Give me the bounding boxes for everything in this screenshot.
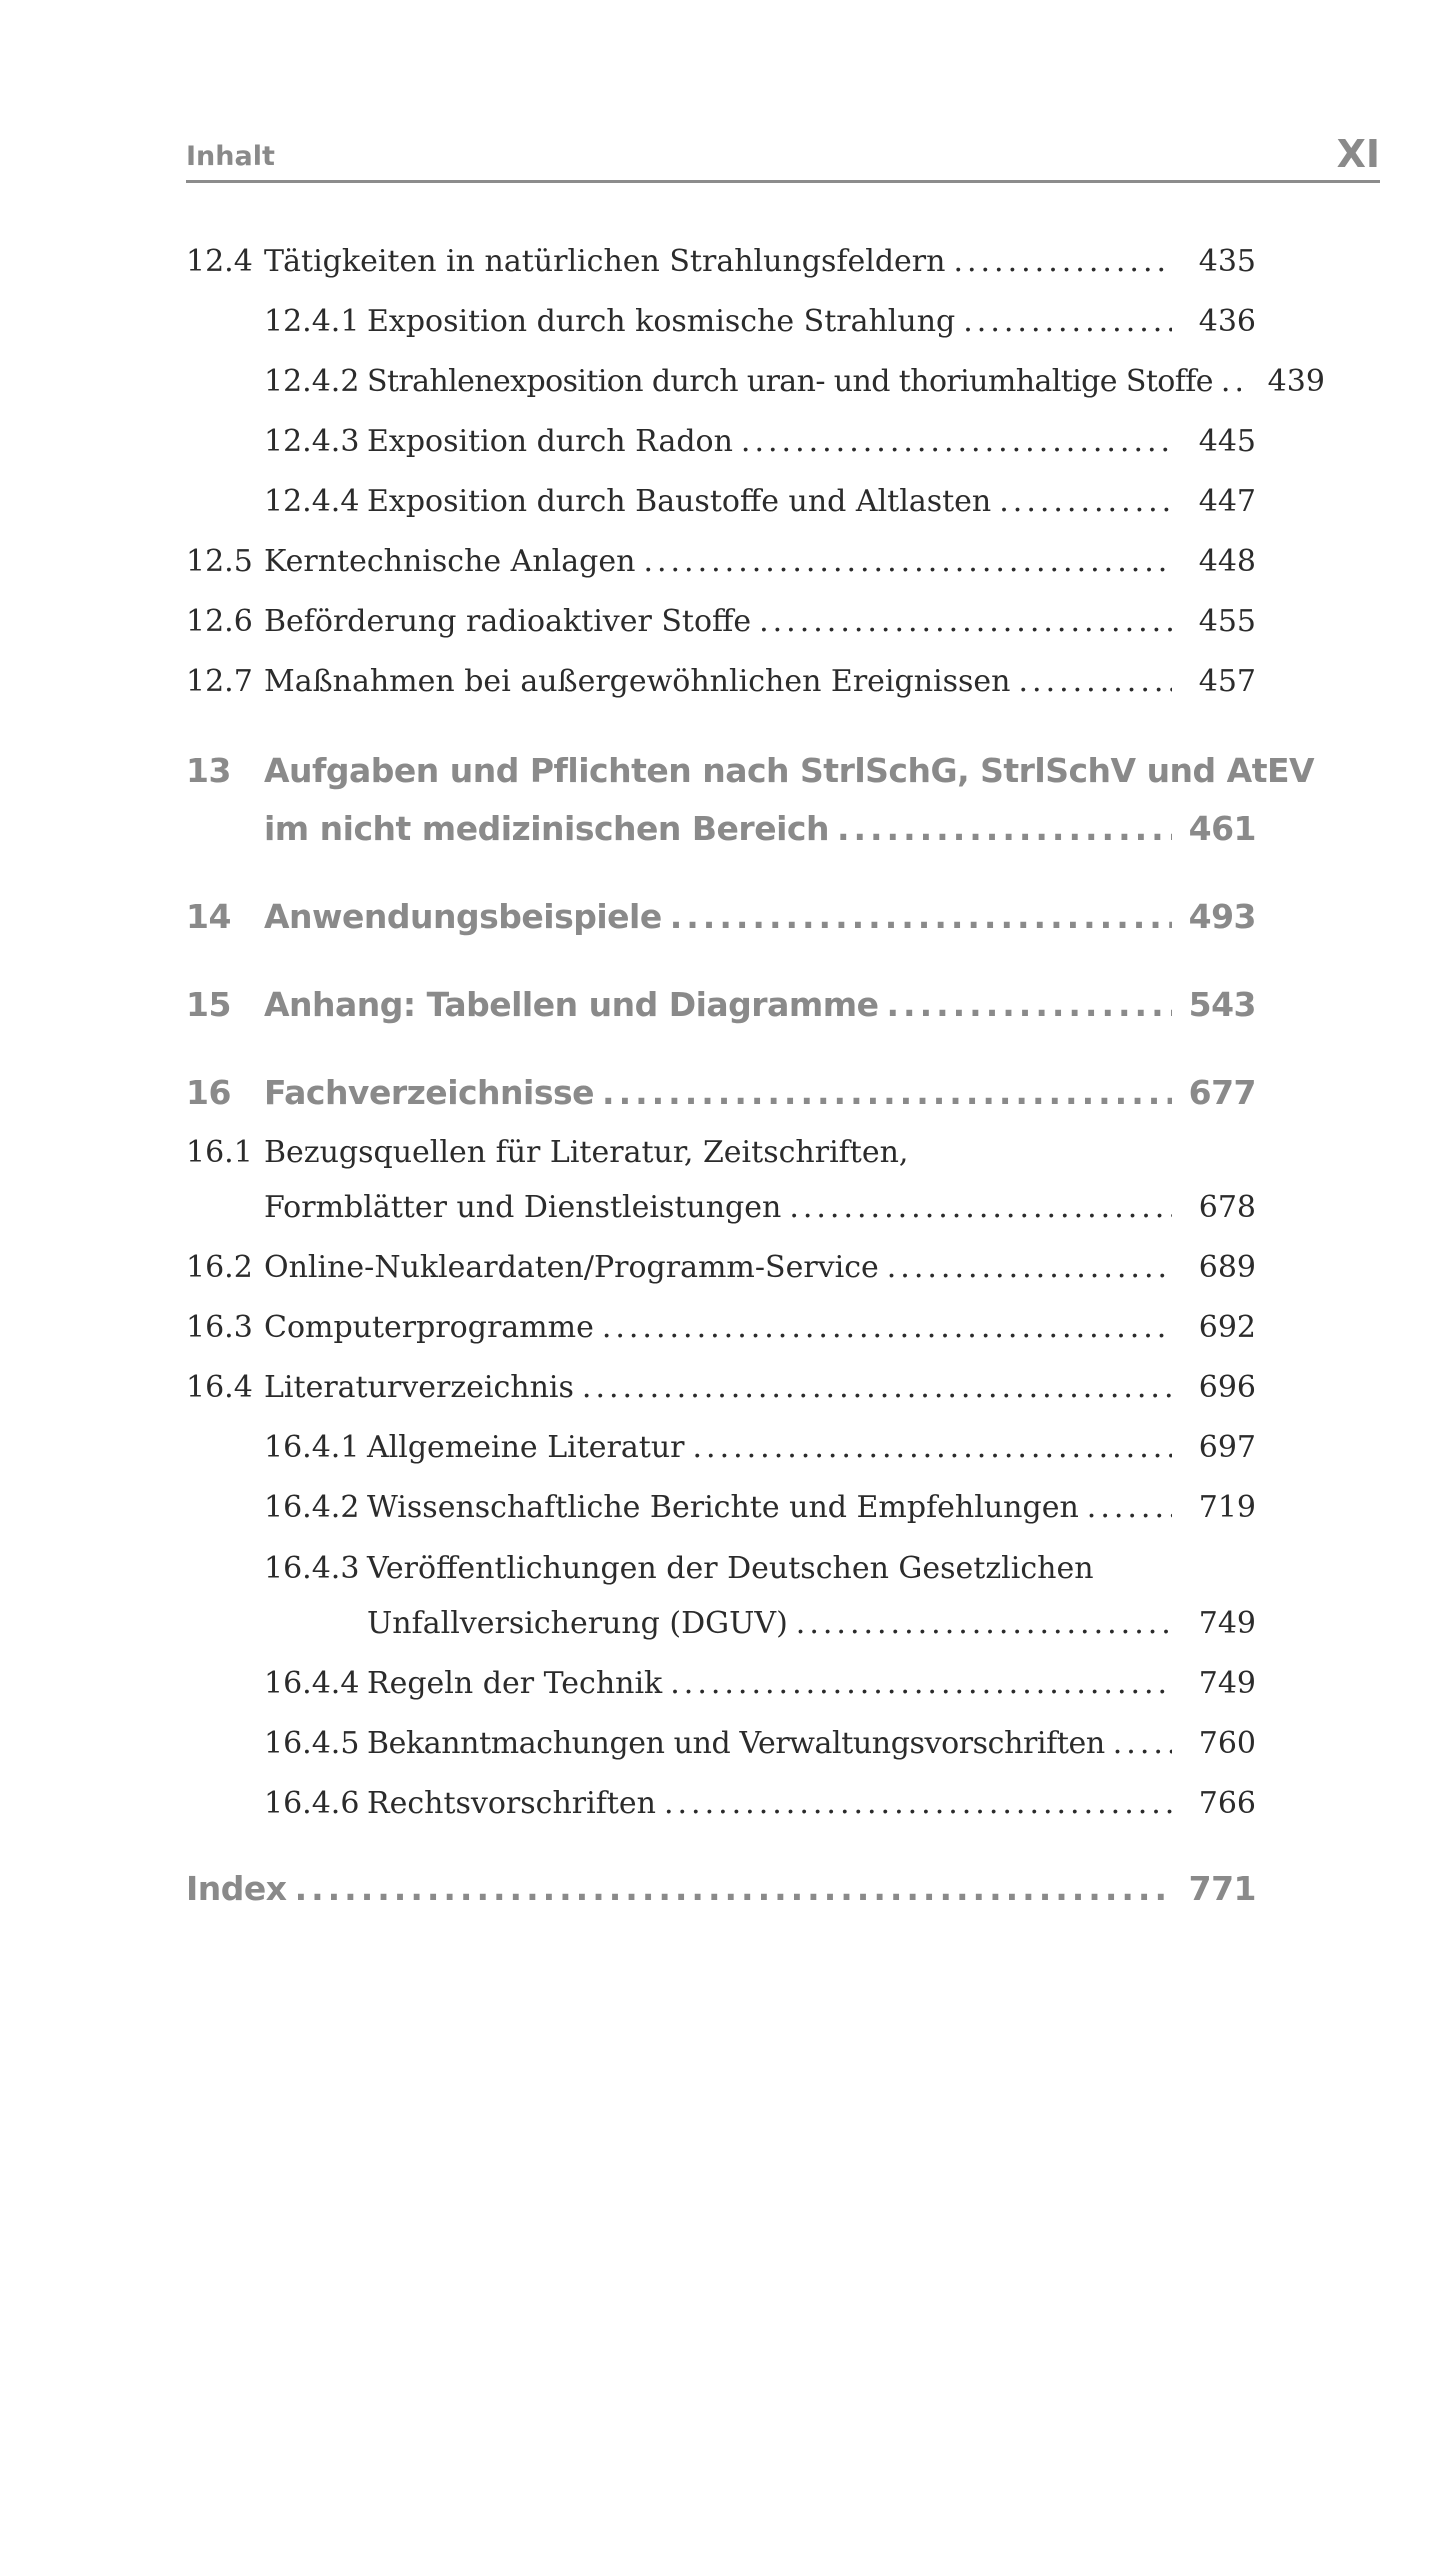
dot-leader xyxy=(837,800,1172,858)
dot-leader xyxy=(670,1654,1172,1714)
toc-entry-page: 439 xyxy=(1267,364,1325,399)
toc-entry[interactable] xyxy=(186,1298,1256,1358)
toc-chapter-page: 677 xyxy=(1188,1073,1256,1112)
dot-leader xyxy=(664,1774,1172,1834)
toc-chapter-page: 493 xyxy=(1188,897,1256,936)
toc-entry-title: Exposition durch kosmische Strahlung xyxy=(367,304,956,339)
dot-leader xyxy=(693,1418,1173,1478)
toc-entry[interactable] xyxy=(186,1358,1256,1418)
dot-leader xyxy=(295,1860,1172,1918)
toc-entry-page: 447 xyxy=(1198,484,1256,519)
toc-entry[interactable] xyxy=(186,1714,1256,1774)
toc-entry-page: 760 xyxy=(1198,1726,1256,1761)
toc-entry[interactable] xyxy=(186,472,1256,532)
toc-entry-title-line1: Bezugsquellen für Literatur, Zeitschriften, xyxy=(264,1135,909,1170)
toc-entry-title: Kerntechnische Anlagen xyxy=(264,544,636,579)
toc-chapter-title: Fachverzeichnisse xyxy=(264,1073,595,1112)
toc-chapter-number: 13 xyxy=(186,751,231,790)
toc-entry-page: 435 xyxy=(1198,244,1256,279)
toc-entry-page: 696 xyxy=(1198,1370,1256,1405)
toc-entry-number: 16.4.5 xyxy=(264,1726,360,1761)
toc-entry[interactable] xyxy=(186,1544,1256,1594)
dot-leader xyxy=(1019,652,1173,712)
toc-entry-title: Wissenschaftliche Berichte und Empfehlungen xyxy=(367,1490,1079,1525)
dot-leader xyxy=(1221,352,1241,412)
toc-entry-page: 719 xyxy=(1198,1490,1256,1525)
toc-chapter-title: Anhang: Tabellen und Diagramme xyxy=(264,985,879,1024)
toc-index-page: 771 xyxy=(1188,1869,1256,1908)
dot-leader xyxy=(759,592,1172,652)
toc-entry-page: 749 xyxy=(1198,1666,1256,1701)
toc-entry-title-line2: Formblätter und Dienstleistungen xyxy=(264,1190,782,1225)
toc-entry-page: 749 xyxy=(1198,1606,1256,1641)
dot-leader xyxy=(582,1358,1172,1418)
toc-entry-title: Bekanntmachungen und Verwaltungsvorschriften xyxy=(367,1726,1105,1761)
toc-chapter-title-line2: im nicht medizinischen Bereich xyxy=(264,809,829,848)
chapter-spacer xyxy=(186,858,1256,888)
toc-entry-title: Computerprogramme xyxy=(264,1310,594,1345)
dot-leader xyxy=(887,976,1173,1034)
toc-entry-title: Strahlenexposition durch uran- und thoriumhaltige Stoffe xyxy=(367,364,1213,399)
toc-chapter-page: 543 xyxy=(1188,985,1256,1024)
toc-chapter-title: Anwendungsbeispiele xyxy=(264,897,662,936)
chapter-spacer xyxy=(186,1834,1256,1860)
chapter-spacer xyxy=(186,946,1256,976)
toc-entry-continued[interactable] xyxy=(186,1178,1256,1238)
toc-entry-page: 692 xyxy=(1198,1310,1256,1345)
toc-entry-page: 436 xyxy=(1198,304,1256,339)
toc-entry-title: Beförderung radioaktiver Stoffe xyxy=(264,604,752,639)
running-header xyxy=(186,128,1380,183)
toc-entry-title: Tätigkeiten in natürlichen Strahlungsfeldern xyxy=(264,244,946,279)
toc-entry-number: 12.4 xyxy=(186,244,253,279)
toc-entry-number: 16.4.6 xyxy=(264,1786,360,1821)
toc-entry-title-line1: Veröffentlichungen der Deutschen Gesetzlichen xyxy=(367,1551,1094,1586)
toc-entry-page: 689 xyxy=(1198,1250,1256,1285)
toc-entry-number: 12.7 xyxy=(186,664,253,699)
dot-leader xyxy=(953,232,1172,292)
toc-entry-page: 697 xyxy=(1198,1430,1256,1465)
toc-chapter-entry-continued[interactable] xyxy=(186,800,1256,858)
toc-entry-page: 455 xyxy=(1198,604,1256,639)
header-section-title: Inhalt xyxy=(186,141,275,172)
toc-entry-number: 12.4.1 xyxy=(264,304,360,339)
toc-entry-number: 16.4.4 xyxy=(264,1666,360,1701)
dot-leader xyxy=(1087,1478,1172,1538)
toc-chapter-number: 14 xyxy=(186,897,231,936)
toc-chapter-number: 16 xyxy=(186,1073,231,1112)
toc-entry-number: 12.4.2 xyxy=(264,364,360,399)
toc-entry[interactable] xyxy=(186,652,1256,712)
toc-entry-title-line2: Unfallversicherung (DGUV) xyxy=(367,1606,788,1641)
toc-chapter-entry[interactable] xyxy=(186,888,1256,946)
toc-entry[interactable] xyxy=(186,1774,1256,1834)
toc-entry-page: 445 xyxy=(1198,424,1256,459)
table-of-contents xyxy=(186,232,1325,1918)
toc-entry-continued[interactable] xyxy=(186,1594,1256,1654)
toc-entry-title: Literaturverzeichnis xyxy=(264,1370,574,1405)
toc-entry[interactable] xyxy=(186,1654,1256,1714)
toc-chapter-page: 461 xyxy=(1188,809,1256,848)
toc-chapter-entry[interactable] xyxy=(186,976,1256,1034)
toc-entry[interactable] xyxy=(186,1128,1256,1178)
chapter-spacer xyxy=(186,1034,1256,1064)
dot-leader xyxy=(963,292,1172,352)
dot-leader xyxy=(670,888,1172,946)
toc-entry-number: 12.5 xyxy=(186,544,253,579)
toc-entry-number: 12.6 xyxy=(186,604,253,639)
chapter-spacer xyxy=(186,712,1256,742)
toc-chapter-number: 15 xyxy=(186,985,231,1024)
toc-entry-number: 16.4.2 xyxy=(264,1490,360,1525)
header-page-number: XI xyxy=(1336,132,1380,176)
dot-leader xyxy=(602,1298,1172,1358)
toc-entry[interactable] xyxy=(186,1478,1256,1538)
toc-entry[interactable] xyxy=(186,412,1256,472)
toc-entry-number: 16.4.3 xyxy=(264,1551,360,1586)
toc-entry-page: 448 xyxy=(1198,544,1256,579)
toc-chapter-entry[interactable] xyxy=(186,1064,1256,1122)
dot-leader xyxy=(643,532,1172,592)
toc-entry-title: Allgemeine Literatur xyxy=(367,1430,685,1465)
toc-entry[interactable] xyxy=(186,1238,1256,1298)
toc-entry-page: 766 xyxy=(1198,1786,1256,1821)
toc-entry-title: Rechtsvorschriften xyxy=(367,1786,656,1821)
toc-entry-title: Regeln der Technik xyxy=(367,1666,663,1701)
toc-entry-number: 16.4 xyxy=(186,1370,253,1405)
dot-leader xyxy=(741,412,1172,472)
toc-entry-number: 16.4.1 xyxy=(264,1430,360,1465)
dot-leader xyxy=(796,1594,1172,1654)
toc-entry-page: 678 xyxy=(1198,1190,1256,1225)
toc-entry-title: Exposition durch Baustoffe und Altlasten xyxy=(367,484,992,519)
toc-index-entry[interactable] xyxy=(186,1860,1256,1918)
dot-leader xyxy=(1113,1714,1172,1774)
toc-index-title: Index xyxy=(186,1869,287,1908)
toc-entry-number: 16.1 xyxy=(186,1135,253,1170)
toc-chapter-entry[interactable] xyxy=(186,742,1315,800)
toc-entry[interactable] xyxy=(186,352,1325,412)
toc-entry[interactable] xyxy=(186,232,1256,292)
dot-leader xyxy=(999,472,1172,532)
dot-leader xyxy=(602,1064,1172,1122)
toc-entry-number: 12.4.3 xyxy=(264,424,360,459)
toc-entry-title: Maßnahmen bei außergewöhnlichen Ereignissen xyxy=(264,664,1011,699)
toc-entry-title: Online-Nukleardaten/Programm-Service xyxy=(264,1250,879,1285)
toc-entry-number: 16.2 xyxy=(186,1250,253,1285)
toc-entry-title: Exposition durch Radon xyxy=(367,424,733,459)
toc-chapter-title-line1: Aufgaben und Pflichten nach StrlSchG, StrlSchV und AtEV xyxy=(264,751,1315,790)
dot-leader xyxy=(887,1238,1172,1298)
toc-entry[interactable] xyxy=(186,1418,1256,1478)
toc-entry-page: 457 xyxy=(1198,664,1256,699)
dot-leader xyxy=(789,1178,1172,1238)
toc-entry-number: 16.3 xyxy=(186,1310,253,1345)
toc-entry-number: 12.4.4 xyxy=(264,484,360,519)
toc-entry[interactable] xyxy=(186,532,1256,592)
toc-entry[interactable] xyxy=(186,292,1256,352)
toc-entry[interactable] xyxy=(186,592,1256,652)
